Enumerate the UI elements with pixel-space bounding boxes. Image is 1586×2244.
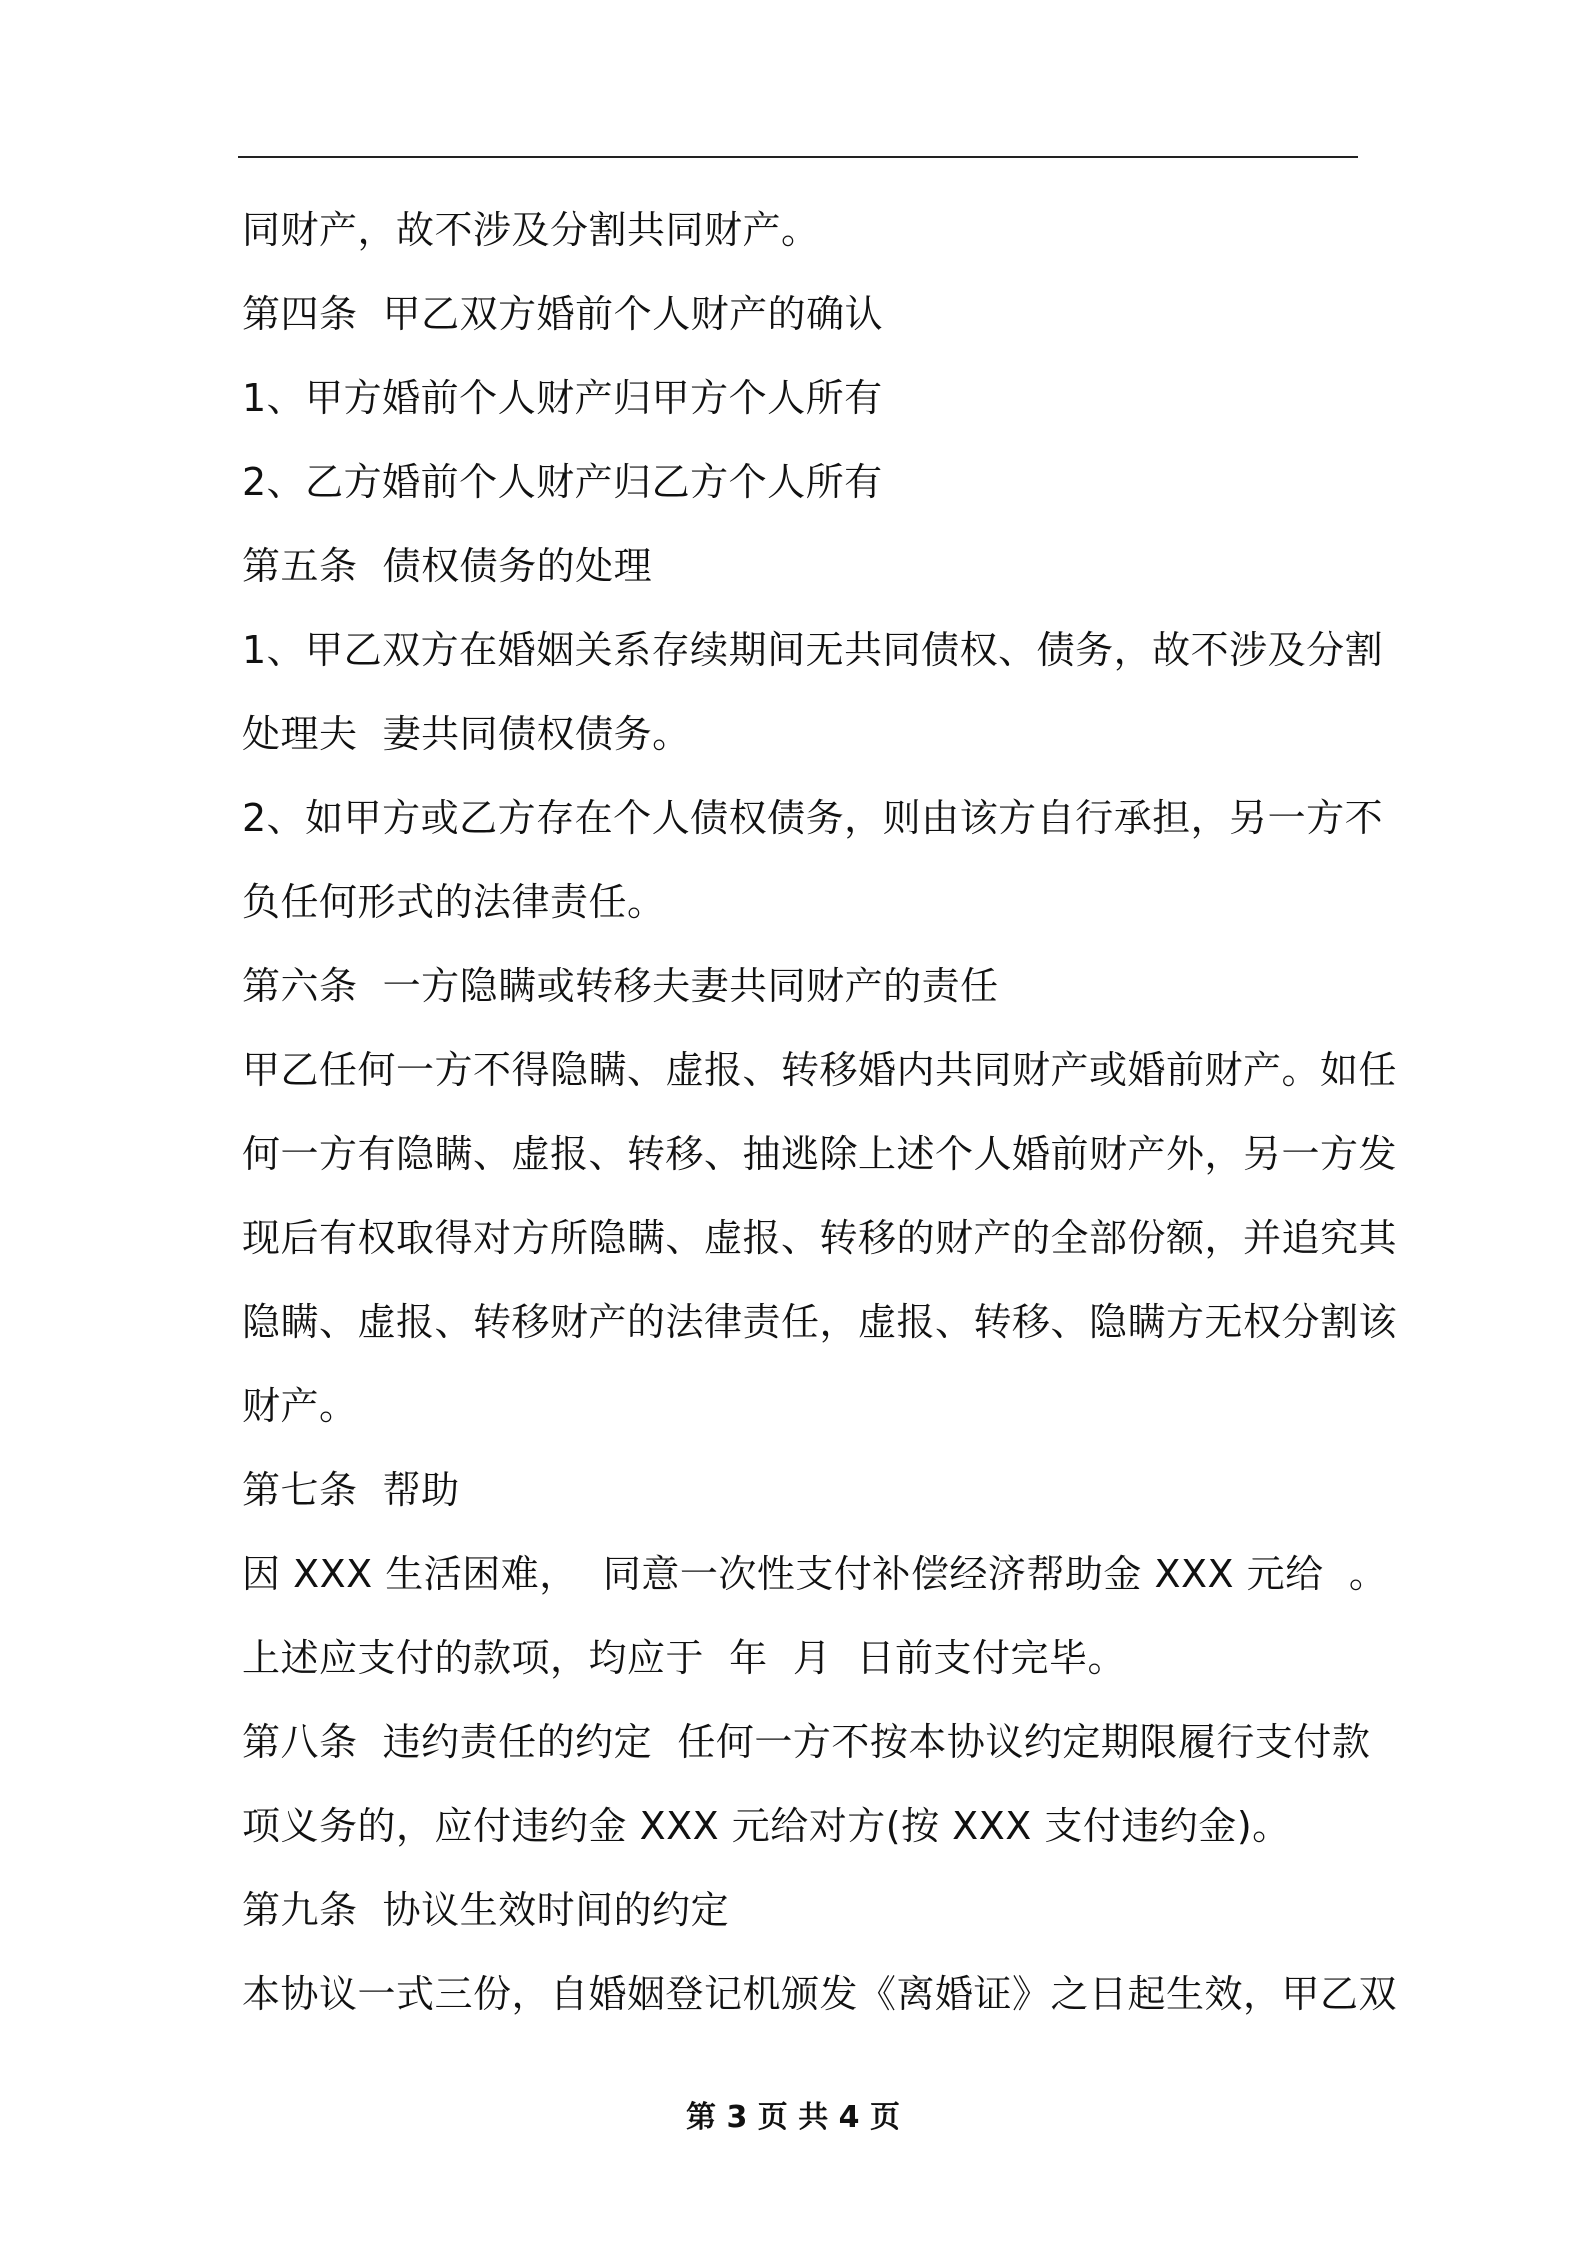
text-line-12: 何一方有隐瞒、虚报、转移、抽逃除上述个人婚前财产外，另一方发 (242, 1132, 1398, 1176)
text-line-9: 负任何形式的法律责任。 (242, 880, 666, 924)
text-line-15: 财产。 (242, 1384, 358, 1428)
article-4-heading: 第四条 甲乙双方婚前个人财产的确认 (242, 292, 884, 336)
document-body (242, 200, 1398, 2048)
text-line-18: 上述应支付的款项，均应于 年 月 日前支付完毕。 (242, 1636, 1126, 1680)
text-line-1: 同财产，故不涉及分割共同财产。 (242, 208, 820, 252)
article-7-heading: 第七条 帮助 (242, 1468, 460, 1512)
text-line-11: 甲乙任何一方不得隐瞒、虚报、转移婚内共同财产或婚前财产。如任 (242, 1048, 1398, 1092)
article-9-heading: 第九条 协议生效时间的约定 (242, 1888, 730, 1932)
text-line-6: 1、甲乙双方在婚姻关系存续期间无共同债权、债务，故不涉及分割 (242, 628, 1384, 672)
article-6-heading: 第六条 一方隐瞒或转移夫妻共同财产的责任 (242, 964, 999, 1008)
text-line-14: 隐瞒、虚报、转移财产的法律责任，虚报、转移、隐瞒方无权分割该 (242, 1300, 1398, 1344)
article-5-heading: 第五条 债权债务的处理 (242, 544, 653, 588)
text-line-20: 项义务的，应付违约金 XXX 元给对方(按 XXX 支付违约金)。 (242, 1804, 1291, 1848)
text-line-3: 1、甲方婚前个人财产归甲方个人所有 (242, 376, 883, 420)
text-line-8: 2、如甲方或乙方存在个人债权债务，则由该方自行承担，另一方不 (242, 796, 1384, 840)
header-rule (238, 156, 1358, 158)
text-line-7: 处理夫 妻共同债权债务。 (242, 712, 691, 756)
page-indicator: 第 3 页 共 4 页 (686, 2100, 900, 2135)
text-line-4: 2、乙方婚前个人财产归乙方个人所有 (242, 460, 883, 504)
text-line-17: 因 XXX 生活困难， 同意一次性支付补偿经济帮助金 XXX 元给 。 (242, 1552, 1388, 1596)
article-8-heading: 第八条 违约责任的约定 任何一方不按本协议约定期限履行支付款 (242, 1720, 1371, 1764)
text-line-13: 现后有权取得对方所隐瞒、虚报、转移的财产的全部份额，并追究其 (242, 1216, 1398, 1260)
text-line-22: 本协议一式三份，自婚姻登记机颁发《离婚证》之日起生效，甲乙双 (242, 1972, 1398, 2016)
